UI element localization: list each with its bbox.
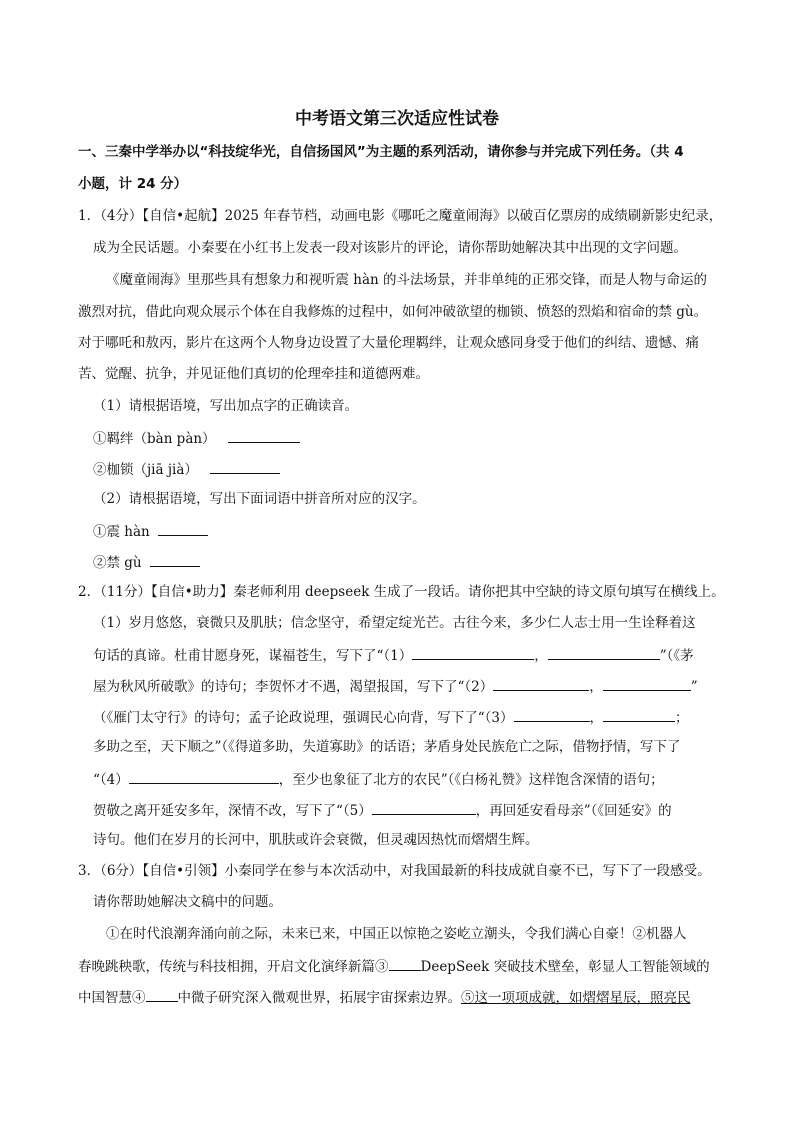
section1-heading-line2: 小题，计 24 分） [78, 176, 188, 192]
answer-blank[interactable] [210, 459, 280, 474]
q1-item3 [93, 521, 208, 541]
q1-item1-label: ①羁绊（bàn pàn） [93, 431, 216, 447]
answer-blank[interactable] [412, 645, 534, 660]
answer-blank[interactable] [603, 707, 675, 722]
q3-passage-line2 [78, 956, 710, 976]
q1-sub2: （2）请根据语境，写出下面词语中拼音所对应的汉字。 [93, 491, 426, 507]
q2-line6: 多助之至，天下顺之”（《得道多助，失道寡助》的话语；茅盾身处民族危亡之际，借物抒情，写下了 [93, 739, 681, 755]
q2-line7 [93, 769, 664, 789]
q2-line7-text: “（4） [93, 772, 129, 788]
q1-stem-line2: 成为全民话题。小秦要在小红书上发表一段对该影片的评论，请你帮助她解决其中出现的文字问题。 [93, 240, 687, 256]
q1-passage-line1: 《魔童闹海》里那些具有想象力和视听震 hàn 的斗法场景，并非单纯的正邪交锋，而是人物与命运的 [106, 272, 708, 288]
q2-stem: 2．（11分）【自信•助力】秦老师利用 deepseek 生成了一段话。请你把其中空缺的诗文原句填写在横线上。 [78, 584, 725, 600]
q1-passage-line2: 激烈对抗，借此向观众展示个体在自我修炼的过程中，如何冲破欲望的枷锁、愤怒的烈焰和宿命的禁 gù。 [78, 304, 708, 320]
answer-blank[interactable] [129, 769, 279, 784]
q2-line5 [93, 707, 689, 727]
q1-sub1: （1）请根据语境，写出加点字的正确读音。 [93, 398, 359, 414]
q2-line3-sep: ， [534, 648, 548, 664]
answer-blank[interactable] [548, 645, 660, 660]
q2-line8-text: 贺敬之离开延安多年，深情不改，写下了“（5） [93, 803, 372, 819]
answer-blank[interactable] [372, 800, 476, 815]
q2-line3-text: 句话的真谛。杜甫甘愿身死，谋福苍生，写下了“（1） [93, 648, 413, 664]
q3-passage-line3-text: 中国智慧④ [78, 990, 146, 1006]
q1-passage-line3: 对于哪吒和敖丙，影片在这两个人物身边设置了大量伦理羁绊，让观众感同身受于他们的纠结、遗憾、痛 [78, 335, 699, 351]
q2-line5-sep: ， [589, 710, 603, 726]
section1-heading-line1: 一、三秦中学举办以“科技绽华光，自信扬国风”为主题的系列活动，请你参与并完成下列任务。（共 4 [78, 144, 684, 160]
answer-blank[interactable] [603, 676, 691, 691]
q1-passage-line4: 苦、觉醒、抗争，并见证他们真切的伦理牵挂和道德两难。 [78, 366, 429, 382]
q3-passage-line1: ①在时代浪潮奔涌向前之际，未来已来，中国正以惊艳之姿屹立潮头，令我们满心自豪！②机器人 [106, 926, 687, 942]
q3-underlined-sentence: ⑤这一项项成就，如熠熠星辰，照亮民 [461, 990, 691, 1006]
q1-item1 [93, 428, 300, 448]
answer-blank[interactable] [228, 428, 300, 443]
q3-passage-line3 [78, 987, 691, 1007]
q1-item3-label: ①震 hàn [93, 524, 150, 540]
q3-passage-line2-text: 春晚跳秧歌，传统与科技相拥，开启文化演绎新篇③ [78, 959, 389, 975]
answer-blank[interactable] [493, 676, 589, 691]
q2-line4-sep: ， [589, 679, 603, 695]
q1-item2-label: ②枷锁（jiā jià） [93, 462, 198, 478]
q2-line3-end: ”（《茅 [659, 648, 694, 664]
q2-line5-text: （《雁门太守行》的诗句；孟子论政说理，强调民心向背，写下了“（3） [93, 710, 514, 726]
q2-line9: 诗句。他们在岁月的长河中，肌肤或许会衰微，但灵魂因热忱而熠熠生辉。 [93, 832, 539, 848]
q2-line8-end: ，再回延安看母亲”（《回延安》的 [475, 803, 672, 819]
q1-item2 [93, 459, 280, 479]
q2-line4 [93, 676, 698, 696]
q2-line4-text: 屋为秋风所破歌》的诗句；李贺怀才不遇，渴望报国，写下了“（2） [93, 679, 494, 695]
q2-line5-end: ； [675, 710, 689, 726]
q2-line3 [93, 645, 694, 665]
answer-blank[interactable] [146, 987, 178, 1002]
q3-passage-line2-end: DeepSeek 突破技术壁垒，彰显人工智能领域的 [420, 959, 710, 975]
q2-line8 [93, 800, 672, 820]
answer-blank[interactable] [514, 707, 590, 722]
q2-line4-end: ” [690, 679, 698, 695]
q2-line2: （1）岁月悠悠，衰微只及肌肤；信念坚守，希望定绽光芒。古往今来，多少仁人志士用一生诠释着这 [93, 615, 696, 631]
q3-stem-line2: 请你帮助她解决文稿中的问题。 [93, 894, 282, 910]
q1-item4 [93, 552, 200, 572]
answer-blank[interactable] [158, 521, 208, 536]
page-title: 中考语文第三次适应性试卷 [295, 109, 499, 129]
q1-stem-line1: 1．（4分）【自信•起航】2025 年春节档，动画电影《哪吒之魔童闹海》以破百亿票房的成绩刷新影史纪录， [78, 208, 723, 224]
q1-item4-label: ②禁 gù [93, 555, 142, 571]
answer-blank[interactable] [150, 552, 200, 567]
answer-blank[interactable] [389, 956, 421, 971]
q3-passage-line3-mid: 中微子研究深入微观世界，拓展宇宙探索边界。 [177, 990, 461, 1006]
q3-stem-line1: 3．（6分）【自信•引领】小秦同学在参与本次活动中，对我国最新的科技成就自豪不已，写下了一段感受。 [78, 863, 711, 879]
q2-line7-end: ，至少也象征了北方的农民”（《白杨礼赞》这样饱含深情的语句； [278, 772, 664, 788]
